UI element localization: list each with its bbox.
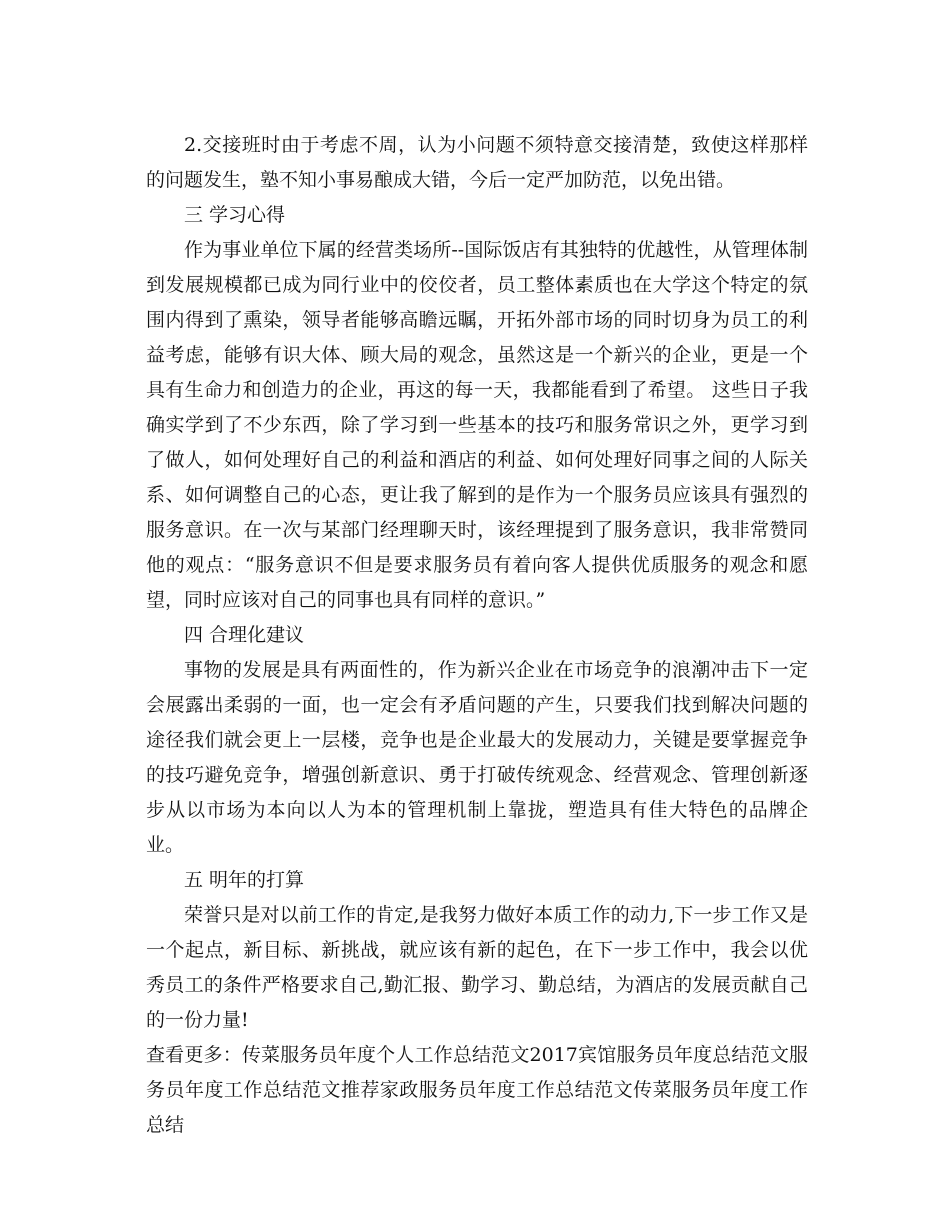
section-heading-learning: 三 学习心得 (184, 204, 286, 226)
paragraph-suggestion: 事物的发展是具有两面性的，作为新兴企业在市场竞争的浪潮冲击下一定会展露出柔弱的一面，也一定会有矛盾问题的产生，只要我们找到解决问题的途径我们就会更上一层楼，竞争也是企业最大的发展动力，关键是要掌握竞争的技巧避免竞争，增强创新意识、勇于打破传统观念、经营观念、管理创新逐步从以市场为本向以人为本的管理机制上靠拢，塑造具有佳大特色的品牌企业。 (146, 659, 808, 856)
paragraph-learning: 作为事业单位下属的经营类场所--国际饭店有其独特的优越性，从管理体制到发展规模都已成为同行业中的佼佼者，员工整体素质也在大学这个特定的氛围内得到了熏染，领导者能够高瞻远瞩，开拓外部市场的同时切身为员工的利益考虑，能够有识大体、顾大局的观念，虽然这是一个新兴的企业，更是一个具有生命力和创造力的企业，再这的每一天，我都能看到了希望。 这些日子我确实学到了不少东西，除了学习到一些基本的技巧和服务常识之外，更学习到了做人，如何处理好自己的利益和酒店的利益、如何处理好同事之间的人际关系、如何调整自己的心态，更让我了解到的是作为一个服务员应该具有强烈的服务意识。在一次与某部门经理聊天时，该经理提到了服务意识，我非常赞同他的观点：“服务意识不但是要求服务员有着向客人提供优质服务的观念和愿望，同时应该对自己的同事也具有同样的意识。” (146, 239, 808, 611)
paragraph-handover: 2.交接班时由于考虑不周，认为小问题不须特意交接清楚，致使这样那样的问题发生，塾不知小事易酿成大错，今后一定严加防范，以免出错。 (146, 134, 808, 191)
document-body (146, 128, 808, 1143)
see-more-links[interactable]: 查看更多：传菜服务员年度个人工作总结范文2017宾馆服务员年度总结范文服务员年度工作总结范文推荐家政服务员年度工作总结范文传菜服务员年度工作总结 (146, 1044, 808, 1136)
section-heading-plan: 五 明年的打算 (184, 869, 305, 891)
section-heading-suggestion: 四 合理化建议 (184, 624, 305, 646)
paragraph-plan: 荣誉只是对以前工作的肯定,是我努力做好本质工作的动力,下一步工作又是一个起点，新目标、新挑战，就应该有新的起色，在下一步工作中，我会以优秀员工的条件严格要求自己,勤汇报、勤学习、勤总结，为酒店的发展贡献自己的一份力量! (146, 904, 808, 1031)
